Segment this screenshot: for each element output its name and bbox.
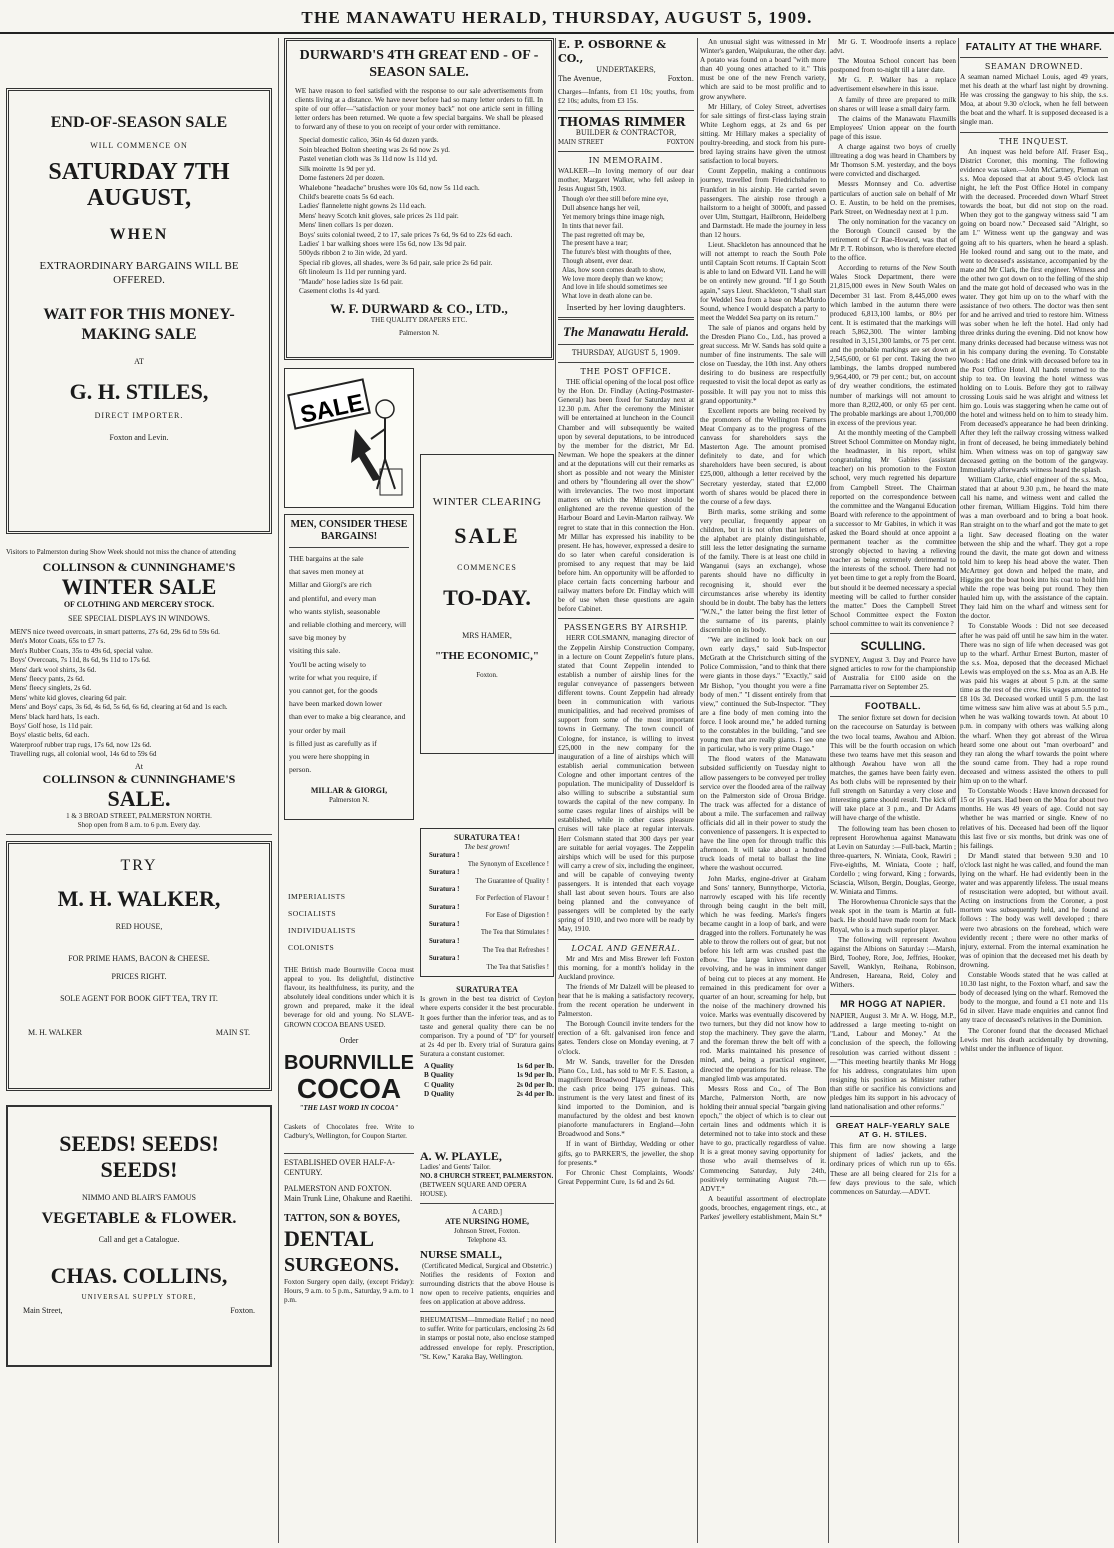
- article-paragraph: The only nomination for the vacancy on the Borough Council caused by the retirement of Cr Rae-Howard, was that of Mr P. T. Robinson, who is therefore elected to the office.: [830, 217, 956, 263]
- divider: [558, 344, 694, 345]
- verse-line: The future's blest with thoughts of thee,: [562, 249, 672, 257]
- durward-tag: THE QUALITY DRAPERS ETC.: [370, 316, 468, 325]
- article-paragraph: The Coroner found that the deceased Michael Lewis met his death accidentally by drowning, whilst under the influence of liquor.: [960, 1026, 1108, 1053]
- column-2: [284, 38, 554, 1543]
- quality-row: [420, 1090, 554, 1099]
- airship-body: [558, 634, 694, 934]
- bournville-order: Order: [339, 1035, 359, 1045]
- airship-title: PASSENGERS BY AIRSHIP.: [563, 623, 688, 633]
- walker-advert: [6, 841, 272, 1091]
- rheumatism-notice: RHEUMATISM—Immediate Relief ; no need to suffer. Write for particulars, enclosing 2s 6d in stamps or postal note, also enclose stamped addressed envelope for reply. Prescription, "St. Kew," Karaka Bay, Wellington.: [420, 1316, 554, 1361]
- quality-grade: D Quality: [424, 1090, 455, 1099]
- millar-line: you cannot get, for the goods: [289, 686, 378, 696]
- column-3: [558, 38, 694, 1543]
- divider: [830, 696, 956, 697]
- collinson-title: WINTER SALE: [61, 574, 217, 599]
- inquest-title: THE INQUEST.: [999, 136, 1069, 146]
- osborne-name: E. P. OSBORNE & CO.,: [558, 38, 667, 65]
- memoriam-title: IN MEMORAIM.: [588, 156, 664, 166]
- fatality-title: FATALITY AT THE WHARF.: [965, 42, 1103, 53]
- collins-nimmo: NIMMO AND BLAIR'S FAMOUS: [82, 1192, 196, 1202]
- stiles-importer: DIRECT IMPORTER.: [94, 411, 184, 420]
- verse-line: What love in death alone can be.: [562, 293, 653, 301]
- sculling-title: SCULLING.: [860, 639, 926, 653]
- stiles-name: G. H. STILES,: [69, 379, 209, 404]
- column-5-body: [830, 38, 956, 629]
- durward-item: Mens' linen collars 1s per dozen.: [299, 221, 394, 230]
- herald-date: THURSDAY, AUGUST 5, 1909.: [571, 349, 681, 358]
- article-paragraph: At the monthly meeting of the Campbell Street School Committee on Monday night, the headmaster, in his report, whilst congratulating Mr Gabites (assistant teacher) on his promotion to the Foxton school, very much regretted his departure from Campbell Street. The Chairman reported on the correspondence between the committee and the Wanganui Education Board with reference to the appointment of a successor to Mr Gabites, in which it was asked the Board should at once appoint a permanent teacher as the committee strongly objected to having a relieving teacher as being extremely detrimental to the interests of the school. There had not yet been time to get a reply from the Board, but should it be deemed necessary a special meeting will be called to further consider the matter." Does the Campbell Street School Committee expect the Foxton school committee to wait its convenience ?: [830, 428, 956, 628]
- dental-established: ESTABLISHED OVER HALF-A-CENTURY.: [284, 1157, 395, 1177]
- divider: [558, 939, 694, 940]
- article-paragraph: A family of three are prepared to milk on shares or will lease a small dairy farm.: [830, 95, 956, 113]
- local-general-body: [558, 955, 694, 1187]
- article-paragraph: Mr G. T. Woodroofe inserts a replace advt.: [830, 38, 956, 56]
- ism-item: COLONISTS: [288, 943, 335, 952]
- suratura-best: The best grown!: [464, 843, 510, 851]
- stiles-commence: WILL COMMENCE ON: [90, 141, 188, 150]
- article-paragraph: The friends of Mr Dalzell will be pleased to hear that he is making a satisfactory recovery, from the recent operation he underwent in Palmerston.: [558, 982, 694, 1019]
- post-office-body: [558, 378, 694, 614]
- durward-intro: WE have reason to feel satisfied with the response to our sale advertisements from clients living at a distance. We have never before had so many letter orders to fill. In spite of our offer—"satisfaction or your money back" not one article sent in filling letter orders has been returned. We quote a few special bargains. We shall be pleased to forward any of these to you on receipt of your order with remittance.: [295, 87, 543, 132]
- collinson-address: 1 & 3 BROAD STREET, PALMERSTON NORTH.: [66, 811, 212, 820]
- article-paragraph: The Horowhenua Chronicle says that the weak spot in the team is Martin at full-back. He should have made room for Mack Royal, who is a much superior player.: [830, 898, 956, 934]
- durward-item: 6ft linoleum 1s 11d per running yard.: [299, 268, 407, 277]
- millar-line: Millar and Giorgi's are rich: [289, 580, 372, 590]
- suratura-word: Suratura !: [429, 852, 460, 859]
- article-paragraph: Mr and Mrs and Miss Brewer left Foxton this morning, for a month's holiday in the Auckland province.: [558, 954, 694, 981]
- nursing-street: Johnson Street, Foxton.: [453, 1226, 521, 1235]
- millar-line: is filled just as carefully as if: [289, 738, 377, 748]
- suratura-word: Suratura !: [429, 869, 460, 877]
- collins-town: Foxton.: [230, 1305, 255, 1315]
- article-paragraph: THE official opening of the local post office by the Hon. Dr. Findlay (Acting-Postmaster-General) has been fixed for Saturday next at 12.30 p.m. After the ceremony the Minister will be entertained at luncheon in the Council Chamber and will subsequently be waited upon by several deputations, to be introduced by the member for the district, Mr Ed. Newman. We hope the speakers at the dinner and at the deputations will cut their remarks as short as possible and not weary the Minister and others by "floundering all over the show" with irrelevancies. The two most important matters on which the Minister should be enlightened are the revenue question of the Harbour Board and Levin-Marton railway. We regret to state that in this connection the Hon. Mr Millar has expressed his inability to be present. He has, however, expressed a desire to do so later when careful consideration is promised to any request that may be laid before him. An opportunity will be afforded to place certain facts concerning harbour and railway matters before Dr. Findlay which will be of use when these questions are again before Cabinet.: [558, 378, 694, 614]
- suratura-title: SURATURA TEA !: [454, 833, 520, 842]
- sale-poster-icon: [285, 369, 413, 507]
- post-office-title: THE POST OFFICE.: [580, 367, 672, 377]
- suratura-quality-list: [420, 1062, 554, 1100]
- millar-line: You'll be acting wisely to: [289, 659, 366, 669]
- suratura-claim: The Guarantee of Quality !: [475, 877, 549, 885]
- dental-hours: Foxton Surgery open daily, (except Friday): Hours, 9 a.m. to 5 p.m., Saturday, 9 a.m. to 1 p.m.: [284, 1277, 414, 1305]
- nursing-card: A CARD.]: [472, 1207, 502, 1216]
- article-paragraph: The sale of pianos and organs held by the Dresden Piano Co., Ltd., has proved a great success. Mr W. Sands has sold quite a number of fine instruments. The sale will close on Tuesday, the 10th inst. Any others desiring to do business are respectfully requested to visit the local depot as early as possible. It will pay you not to miss this grand opportunity.*: [700, 323, 826, 405]
- half-yearly-body: This firm are now showing a large shipment of ladies' jackets, and the ordinary prices of which run up to 65s. These are all being cleared for 21s for a few days previous to the sale, which commences on Saturday.—ADVT.: [830, 1142, 956, 1196]
- memoriam-verse: [558, 196, 694, 302]
- verse-line: Though o'er thee still before mine eye,: [562, 196, 669, 204]
- divider: [420, 1203, 554, 1204]
- suratura-word: Suratura !: [429, 955, 460, 963]
- collins-name: CHAS. COLLINS,: [50, 1262, 228, 1288]
- quality-price: 1s 9d per lb.: [516, 1071, 554, 1080]
- durward-location: Palmerston N.: [398, 329, 440, 338]
- suratura-claim: For Ease of Digestion !: [485, 912, 549, 920]
- column-rule: [278, 38, 279, 1543]
- divider: [830, 633, 956, 634]
- osborne-town: Foxton.: [667, 75, 694, 83]
- isms-list: [284, 888, 414, 956]
- article-paragraph: A charge against two boys of cruelly illtreating a dog was heard in Chambers by Mr Thomson S.M. yesterday, and the boys were convicted and discharged.: [830, 143, 956, 179]
- millar-line: and reliable clothing and mercery, will save big money by: [289, 620, 407, 643]
- ism-item: IMPERIALISTS: [288, 892, 346, 901]
- dental-surgeons: SURGEONS.: [284, 1253, 400, 1276]
- column-rule: [958, 38, 959, 1543]
- divider: [830, 1116, 956, 1117]
- verse-line: The present have a tear;: [562, 240, 628, 248]
- nurse-name: NURSE SMALL,: [420, 1248, 502, 1261]
- collinson-items: [6, 628, 272, 760]
- walker-name: M. H. WALKER,: [57, 885, 221, 911]
- collinson-name-2: COLLINSON & CUNNINGHAME'S: [42, 771, 236, 786]
- bournville-logo: BOURNVILLE: [284, 1051, 414, 1074]
- dental-line: Main Trunk Line, Ohakune and Raetihi.: [284, 1193, 413, 1203]
- divider: [960, 57, 1108, 58]
- durward-item: Dome fasteners 2d per dozen.: [299, 174, 385, 183]
- suratura-list: [425, 852, 549, 972]
- durward-item: Special rib gloves, all shades, were 3s 6d pair, sale price 2s 6d pair.: [299, 258, 493, 267]
- bournville-tagline: "THE LAST WORD IN COCOA": [299, 1103, 399, 1112]
- durward-item: Ladies' 1 bar walking shoes were 15s 6d, now 13s 9d pair.: [299, 239, 467, 248]
- millar-line: visiting this sale.: [289, 646, 341, 656]
- durward-item: Ladies' flannelette night gowns 2s 11d each.: [299, 202, 426, 211]
- bournville-cocoa: COCOA: [296, 1072, 402, 1104]
- divider: [558, 317, 694, 320]
- article-paragraph: Constable Woods stated that he was called at 10.30 last night, to the Foxton wharf, and saw the body of deceased lying on the wharf. Removed the body to the morgue, and found a £1 note and 11s 6d in silver. Have made enquiries and cannot find any trace of deceased's relatives in the Dominion.: [960, 971, 1108, 1025]
- suratura-advert: [420, 828, 554, 977]
- memoriam-body: WALKER—In loving memory of our dear mother, Margaret Walker, who fell asleep in Jesus August 5th, 1903.: [558, 167, 694, 194]
- divider: [284, 1153, 414, 1154]
- collinson-item: Boys' Overcoats, 7s 11d, 8s 6d, 9s 11d to 17s 6d.: [10, 656, 151, 665]
- hamer-sale: SALE: [454, 523, 520, 548]
- article-paragraph: To Constable Woods : Did not see deceased after he was paid off until he saw him in the water. There was no sign of life when deceased was got up to the wharf. Arthur Ernest Burton, master of the s.s. Moa, deposed that the deceased Michael Lewis was employed on the s.s. Moa as an A.B. He was paid his wages at about 5 p.m. at the same time as the rest of the crew. His wages amounted to £8 10s 3d. Deceased worked until 5 p.m. the last time witness saw him alive was at about 5.5 p.m., when he was walking towards town. At about 10 p.m. in company with others was walking along the wharf. When they got abreast of the Wirua heard some one about out "man overboard" and they ran along the wharf towards the point where the sound came from. They had a rope round deceased and witness assisted the others to pull him up on to the wharf.: [960, 622, 1108, 786]
- article-paragraph: The flood waters of the Manawatu subsided sufficiently on Tuesday night to allow passengers to be conveyed per trolley service over the flooded area of the railway on the Palmerston side of Oroua Bridge. The track was affected for a distance of about a mile. The surfacemen and railway officials did all in their power to study the convenience of passengers. It is expected to have the line open for through traffic this afternoon. It will take about a hundred truck loads of metal to ballast the line where the washout occurred.: [700, 755, 826, 873]
- collinson-item: Mens' dark wool shirts, 3s 6d.: [10, 665, 97, 674]
- article-paragraph: A beautiful assortment of electroplate goods, brooches, engagement rings, etc., at Parkes' jewellery establishment, Main St.*: [700, 1194, 826, 1221]
- durward-item: Soin bleached Bolton sheeting was 2s 6d now 2s yd.: [299, 145, 450, 154]
- column-4: [700, 38, 826, 1543]
- collins-catalogue: Call and get a Catalogue.: [98, 1234, 180, 1244]
- column-rule: [555, 38, 556, 1543]
- collinson-item: Mens' and Boys' caps, 3s 6d, 4s 6d, 5s 6d, 6s 6d, clearing at 6d and 1s each.: [10, 703, 228, 712]
- millar-line: have been marked down lower: [289, 699, 383, 709]
- article-paragraph: Dr Mandl stated that between 9.30 and 10 o'clock last night he was called, and found the man lying on the wharf. He had evidently been in the water and was apparently lifeless. The usual means of resuscitation were adopted, but without avail. Acting on instructions from the Coroner, a post mortem was subsequently held, and he found as follows : The body was well developed ; there were two abrasions on the forehead, which were evidently recent ; there were no other marks of injury, external. From the internal examination he was of opinion that the deceased met his death by drowning.: [960, 851, 1108, 969]
- article-paragraph: Birth marks, some striking and some very peculiar, frequently appear on children, but it is not often that letters of the alphabet are plainly distinguishable, still less the letter designating the surname of the family. There is at least one child in Wanganui (says an exchange), whose parents should have no difficulty in recognising it, should ever the circumstances arise whereby its identity should be in doubt. The baby has the letters "W.N.," the latter being the first letter of the surname of its parents, plainly discernible on its body.: [700, 507, 826, 634]
- walker-line-3: SOLE AGENT FOR BOOK GIFT TEA, TRY IT.: [60, 993, 218, 1003]
- sale-poster-text: SALE: [297, 389, 367, 429]
- collins-street: Main Street,: [23, 1305, 63, 1315]
- article-paragraph: Messrs Ross and Co., of The Bon Marche, Palmerston North, are now holding their annual special "bargain giving epoch," the object of which is to clear out certain lines and oddments which it is determined not to take into stock and these have to go, practically regardless of value. It is a great money saving opportunity for those who avail themselves of it. Commencing Saturday, July 24th, positively terminating August 7th.—ADVT.*: [700, 1084, 826, 1193]
- article-paragraph: An unusual sight was witnessed in Mr Winter's garden, Waipukurau, the other day. A potato was found on a board "with more than 40 young ones attached to it." This must be one of the new French variety, which are said to be most prolific and to grow anywhere.: [700, 38, 826, 101]
- article-paragraph: Excellent reports are being received by the promoters of the Wellington Farmers Meat Company as to the progress of the canvass for shareholders says the Masterton Age. The amount promised definitely to date, and for which shareholders have been secured, is about £25,000, although a letter received by the Secretary yesterday, stated that £2,000 worth of shares would be placed there in the course of a few days.: [700, 406, 826, 506]
- millar-advert: [284, 514, 414, 820]
- column-rule: [697, 38, 698, 1543]
- article-paragraph: HERR COLSMANN, managing director of the Zeppelin Airship Construction Company, in a lecture on Count Zeppelin's future plans, stated that Count Zeppelin intended to establish a number of airship lines for the regular conveyance of passengers between different towns. Count Zeppelin had already been in communication with various municipalities, and had received promises of support from some of the most important towns in Germany. The town council of Cologne, for instance, is willing to invest £25,000 in the new company for the inauguration of a line of airships which will establish aerial communication between Cologne and other important centres of the population. The municipality of Dusseldorf is also willing to subscribe a substantial sum towards the capital of the new company. In some cases regular lines of airships will be established, while in other cases pleasure cruises will take place at regular intervals. Herr Colsmann stated that 300 days per year are suitable for aerial voyages. The Zeppelin airships which will be used for this purpose will carry a crew of six, including the engineer, and will be capable of conveying twenty passengers. It is intended that each voyage shall last about seven hours. Tours are also being planned and the conveyance of passengers will be completed by the early spring of 1910, and two more will be ready by May, 1910.: [558, 634, 694, 934]
- verse-line: In tints that never fail.: [562, 222, 624, 230]
- bournville-intro: THE British made Bournville Cocoa must appeal to you. Its delightful, distinctive flavour, its healthfulness, its purity, and the absolutely ideal conditions under which it is grown and prepared, make it the ideal beverage for old and young. No SLAVE-GROWN COCOA BEANS USED.: [284, 966, 414, 1029]
- suratura-claim: The Tea that Satisfies !: [486, 963, 549, 971]
- article-paragraph: According to returns of the New South Wales Stock Department, there were 21,815,000 ewes in New South Wales on December 31 last. From 8,445,000 ewes which lambed in the autumn there were produced 6,813,100 lambs, or 80½ per cent. It is estimated that the markings will reach 5,862,300. The winter lambing resulted in 3,151,300 lambs, or 75 per cent. and the probable markings are set down at 2,545,600, or 61 per cent. Taking the two lambings, the lambs dropped numbered 9,964,400, or 79 per cent.; but, on account of dry weather conditions, the estimated number of markings will not amount to more than 8,202,400, or only 65 per cent. The probable markings are about 1,700,000 in excess of the previous year.: [830, 264, 956, 427]
- verse-line: We love more deeply than we know;: [562, 275, 663, 283]
- hamer-today: TO-DAY.: [443, 585, 531, 610]
- collinson-sale: SALE.: [107, 785, 171, 811]
- rimmer-street: MAIN STREET: [558, 139, 604, 147]
- stiles-date: SATURDAY 7TH AUGUST,: [48, 159, 230, 211]
- column-5: [830, 38, 956, 1543]
- millar-line: THE bargains at the sale: [289, 554, 364, 563]
- suratura-tea-title: SURATURA TEA: [456, 985, 518, 995]
- divider: [830, 994, 956, 995]
- millar-name: MILLAR & GIORGI,: [310, 786, 388, 796]
- collinson-hours: Shop open from 8 a.m. to 6 p.m. Every day.: [77, 820, 201, 829]
- durward-item: Whalebone "headache" brushes were 10s 6d, now 5s 11d each.: [299, 183, 480, 192]
- walker-try: TRY: [120, 856, 158, 874]
- divider: [558, 151, 694, 152]
- walker-street: MAIN ST.: [215, 1027, 250, 1037]
- quality-grade: B Quality: [424, 1071, 454, 1080]
- ism-item: INDIVIDUALISTS: [288, 926, 356, 935]
- suratura-word: Suratura !: [429, 903, 460, 911]
- stiles-headline: END-OF-SEASON SALE: [50, 114, 228, 131]
- collins-advert: [6, 1105, 272, 1367]
- rimmer-town: FOXTON: [666, 139, 694, 147]
- quality-row: [420, 1062, 554, 1071]
- collinson-item: Men's Rubber Coats, 35s to 49s 6d, special value.: [10, 646, 153, 655]
- memoriam-by: Inserted by her loving daughters.: [566, 304, 686, 313]
- collinson-see: SEE SPECIAL DISPLAYS IN WINDOWS.: [68, 614, 210, 623]
- collinson-item: Waterproof rubber trap rugs, 17s 6d, now 12s 6d.: [10, 740, 152, 749]
- suratura-word: Suratura !: [429, 937, 460, 945]
- quality-price: 1s 6d per lb.: [516, 1061, 554, 1070]
- durward-item: "Maude" hose ladies size 1s 6d pair.: [299, 277, 403, 286]
- dental-towns: PALMERSTON AND FOXTON.: [284, 1183, 392, 1193]
- article-paragraph: The following team has been chosen to represent Horowhenua against Manawatu at Levin on Saturday :—Full-back, Martin ; three-quarters, N. Winiata, Cook, Rawiri ; Five-eighths, M. Winiata, Coote ; half, Cordello ; wing forward, King ; forwards, Sciascia, Wilson, Bergin, Douglas, George, W. Winiata and Timms.: [830, 824, 956, 897]
- suratura-tea-advert: [420, 985, 554, 1099]
- verse-line: Dull absence hangs her veil,: [562, 205, 640, 213]
- rimmer-name: THOMAS RIMMER: [558, 115, 686, 130]
- verse-line: Alas, how soon comes death to show,: [562, 266, 666, 274]
- hamer-town: Foxton.: [476, 671, 498, 679]
- masthead: [0, 0, 1114, 34]
- hamer-name: MRS HAMER,: [462, 631, 512, 640]
- football-body: [830, 714, 956, 990]
- hamer-winter: WINTER CLEARING: [432, 496, 542, 508]
- article-paragraph: To Constable Woods : Have known deceased for 15 or 16 years. Had been on the Moa for about two months. He was 49 years of age. Could not say whether he was married or single. Knew of no relatives of his. Deceased had been off the liquor this last five or six months, but drink was one of his failings.: [960, 787, 1108, 850]
- article-paragraph: John Marks, engine-driver at Graham and Sons' tannery, Bunnythorpe, Victoria, narrowly escaped with his life recently through being caught in the belt mill, which he was feeding. Marks's fingers became caught in a loop of bark, and were dragged into the rollers. Fortunately he was able to throw the rollers out of gear, but not before his left arm was crushed past the elbow. The large knives were still revolving, and he was in imminent danger of being cut to pieces at any moment. He remained in this predicament for over a quarter of an hour, screaming for help, but the noise of the machinery drowned his voice. Marks was eventually discovered by two turners, but they did not know how to stop the machinery. They gave the alarm, and the foreman threw the belt off with a rod. Marks maintained his presence of mind, and, being a practical engineer, directed the operations for his release. The mangled limb was amputated.: [700, 874, 826, 1083]
- collinson-sub: OF CLOTHING AND MERCERY STOCK.: [63, 600, 215, 609]
- millar-line: and plentiful, and every man: [289, 593, 377, 603]
- column-6: [960, 38, 1108, 1543]
- dental-firm: TATTON, SON & BOYES,: [284, 1212, 400, 1224]
- quality-grade: C Quality: [424, 1080, 455, 1089]
- column-rule: [828, 38, 829, 1543]
- collinson-advert: [6, 548, 272, 830]
- quality-row: [420, 1071, 554, 1080]
- verse-line: And love in life should sometimes see: [562, 284, 668, 292]
- article-paragraph: "We are inclined to look back on our own early days," said Sub-Inspector McGrath at the Christchurch sitting of the Police Commission, "and to think that there were giants in those days." "Exactly," said Mr Bishop, "you thought you were a fine body of men." "I dissent entirely from that view," continued the Sub-Inspector. "They are a fine body of men coming into the force. I look around me," he added turning to the constables in the building, "and see young men that are really giants. I see one in particular, who is very prime Otago.": [700, 636, 826, 754]
- collins-seeds-2: SEEDS!: [100, 1156, 178, 1182]
- divider: [558, 110, 694, 111]
- local-general-title: LOCAL AND GENERAL.: [571, 943, 681, 953]
- durward-item: 500yds ribbon 2 to 3in wide, 2d yard.: [299, 249, 408, 258]
- stiles-when: WHEN: [109, 226, 169, 243]
- durward-item: Mens' heavy Scotch knit gloves, sale prices 2s 11d pair.: [299, 211, 459, 220]
- sale-illustration: [284, 368, 414, 508]
- nursing-home: ATE NURSING HOME,: [444, 1216, 530, 1226]
- article-paragraph: Mr G. P. Walker has a replace advertisement elsewhere in this issue.: [830, 76, 956, 94]
- verse-line: Though absent, ever dear.: [562, 258, 633, 266]
- column-1: [6, 38, 272, 1543]
- fatality-subtitle: SEAMAN DROWNED.: [984, 62, 1084, 71]
- suratura-claim: For Perfection of Flavour !: [475, 894, 549, 902]
- millar-line: that saves men money at: [289, 567, 364, 577]
- durward-item: Pastel venetian cloth was 3s 11d now 1s 11d yd.: [299, 155, 438, 164]
- collinson-at: At: [135, 761, 143, 771]
- osborne-trade: UNDERTAKERS,: [596, 66, 656, 74]
- stiles-location: Foxton and Levin.: [109, 433, 169, 442]
- article-paragraph: The claims of the Manawatu Flaxmills Employees' Union appear on the fourth page of this issue.: [830, 114, 956, 141]
- article-paragraph: The following will represent Awahou against the Albions on Saturday :—Marsh, Bird, Toohey, Rore, Joe, Jeffries, Hooker, Savell, Wanklyn, Reihana, Robinson, Andresen, Hareana, Reid, Coley and Withers.: [830, 935, 956, 990]
- collinson-item: Travelling rugs, all colonial wool, 14s 6d to 59s 6d: [10, 750, 157, 759]
- durward-title: DURWARD'S 4TH GREAT END - OF - SEASON SALE.: [299, 48, 539, 80]
- quality-price: 2s 0d per lb.: [516, 1080, 554, 1089]
- durward-item: Child's bearette coats 5s 6d each.: [299, 192, 395, 201]
- article-paragraph: Count Zeppelin, making a continuous journey, travelled from Friedrichshafen to Frankfort in his airship. He carried seven passengers. The airship rose through a hailstorm to a height of 3000ft, and passed over Ulm, Stuttgart, Hailbronn, Heidelberg and Darmstadt. He made the journey in less than 12 hours.: [700, 167, 826, 239]
- collinson-item: Mens' fleecy singlets, 2s 6d.: [10, 684, 92, 693]
- article-paragraph: Mr Hillary, of Coley Street, advertises for sale sittings of first-class laying strain White Leghorn eggs, at 2s and 6s per sitting. Mr Hillary makes a speciality of poultry-breeding, and stock from his pure-bred laying strains have given the utmost satisfaction to local buyers.: [700, 102, 826, 166]
- inquest-body: [960, 148, 1108, 1054]
- article-paragraph: Mr W. Sands, traveller for the Dresden Piano Co., Ltd., has sold to Mr F. S. Easton, a magnificent Broadwood Player in fumed oak, the cash price being 175 guineas. This instrument is the very latest and finest of its kind imported to the Dominion, and is manufactured by the oldest and best known pianoforte manufacturers in England—John Broadwood and Sons.*: [558, 1057, 694, 1139]
- herald-title: The Manawatu Herald.: [562, 324, 690, 340]
- millar-body: [289, 552, 409, 776]
- divider: [558, 618, 694, 619]
- durward-item: Casement cloths 1s 4d yard.: [299, 286, 380, 295]
- durward-items: [295, 136, 543, 296]
- collinson-item: Mens' white kid gloves, clearing 6d pair.: [10, 693, 127, 702]
- verse-line: Yet memory brings thine image nigh,: [562, 214, 665, 222]
- collinson-item: Mens' black hard hats, 1s each.: [10, 712, 100, 721]
- article-paragraph: For Chronic Chest Complaints, Woods' Great Peppermint Cure, 1s 6d and 2s 6d.: [558, 1168, 694, 1186]
- verse-line: The past regretted oft may be,: [562, 231, 645, 239]
- divider: [558, 362, 694, 363]
- nursing-body: Notifies the residents of Foxton and surrounding districts that the above House is now open to receive patients, enquiries and fees on application at above address.: [420, 1270, 554, 1307]
- playle-between: (BETWEEN SQUARE AND OPERA HOUSE).: [420, 1180, 527, 1198]
- divider: [960, 132, 1108, 133]
- divider: [6, 834, 272, 835]
- durward-item: Boys' suits colonial tweed, 2 to 17, sale prices 7s 6d, 9s 6d to 22s 6d each.: [299, 230, 513, 239]
- collinson-item: Boys' elastic belts, 6d each.: [10, 731, 90, 740]
- article-paragraph: Lieut. Shackleton has announced that he will not attempt to reach the South Pole until Captain Scott returns. If Captain Scott is able to land on Edward VII. Land he will be on entirely new ground. "If I go South again," says Lieut. Shackleton, "I shall start for Weddel Sea from a base on MacMurdo Sound, whence I would despatch a party to meet the Weddel Sea party on its return.": [700, 241, 826, 322]
- article-paragraph: The Borough Council invite tenders for the erection of a 6ft. galvanised iron fence and gates. Tenders close on Monday evening, at 7 o'clock.: [558, 1020, 694, 1056]
- masthead-title: THE MANAWATU HERALD, THURSDAY, AUGUST 5, 1909.: [301, 8, 813, 27]
- quality-price: 2s 4d per lb.: [516, 1090, 554, 1099]
- hogg-body: NAPIER, August 3. Mr A. W. Hogg, M.P., addressed a large meeting to-night on "Land, Labour and Money." At the conclusion of the speech, the following resolution was carried without dissent :—"This meeting heartily thanks Mr Hogg for his address, congratulates him upon resigning his position as Minister rather than stifle or sacrifice his convictions and pledges him its support in his advocacy of land nationalisation and other reforms.": [830, 1012, 956, 1112]
- stiles-bargains: EXTRAORDINARY BARGAINS WILL BE OFFERED.: [39, 260, 239, 286]
- millar-title: MEN, CONSIDER THESE BARGAINS!: [290, 519, 408, 542]
- walker-line-1: FOR PRIME HAMS, BACON & CHEESE.: [68, 953, 210, 963]
- suratura-claim: The Tea that Refreshes !: [482, 946, 549, 954]
- collinson-intro: Visitors to Palmerston during Show Week should not miss the chance of attending: [6, 548, 236, 556]
- collinson-item: Men's Motor Coats, 65s to £7 7s.: [10, 637, 106, 646]
- collins-seeds: SEEDS! SEEDS!: [59, 1130, 219, 1156]
- nursing-phone: Telephone 43.: [467, 1235, 507, 1244]
- walker-line-2: PRICES RIGHT.: [111, 971, 167, 981]
- stiles-advert: [6, 88, 272, 534]
- article-paragraph: The senior fixture set down for decision on the racecourse on Saturday is between the two local teams, Awahou and Albion. This will be the fourth occasion on which these two teams have met this season and although Awahou have won all the matches, the games have been fairly even. As both clubs will be represented by their full strength on Saturday a very close and interesting game should result. The kick off will take place at 3 p.m., and Dr Adams will have charge of the whistle.: [830, 714, 956, 823]
- article-paragraph: The Moutoa School concert has been postponed from to-night till a later date.: [830, 57, 956, 75]
- durward-item: Special domestic calico, 36in 4s 6d dozen yards.: [299, 136, 439, 145]
- millar-location: Palmerston N.: [328, 796, 370, 805]
- quality-row: [420, 1081, 554, 1090]
- divider: [289, 547, 409, 548]
- collins-store: UNIVERSAL SUPPLY STORE,: [81, 1292, 197, 1301]
- bournville-foot: Caskets of Chocolates free. Write to Cadbury's, Wellington, for Coupon Starter.: [284, 1122, 414, 1140]
- millar-line: person.: [289, 765, 312, 775]
- millar-line: write for what you require, if: [289, 672, 378, 682]
- millar-line: you were here shopping in: [289, 752, 370, 762]
- football-title: FOOTBALL.: [865, 701, 921, 712]
- collinson-item: Mens' fleecy pants, 2s 6d.: [10, 675, 85, 684]
- ism-item: SOCIALISTS: [288, 909, 337, 918]
- half-yearly-title: GREAT HALF-YEARLY SALE AT G. H. STILES.: [835, 1121, 951, 1140]
- durward-name: W. F. DURWARD & CO., LTD.,: [330, 301, 508, 317]
- article-paragraph: If in want of Birthday, Wedding or other gifts, go to PARKER'S, the jeweller, the shop for presents.*: [558, 1140, 694, 1167]
- playle-trade: Ladies' and Gents' Tailor.: [420, 1162, 491, 1171]
- article-paragraph: Messrs Monnsey and Co. advertise particulars of auction sale on behalf of Mr O. E. Austin, to be held on the premises, Park Street, on Wednesday next at 1 p.m.: [830, 180, 956, 216]
- stiles-at: AT: [134, 357, 144, 366]
- suratura-claim: The Synonym of Excellence !: [467, 860, 549, 868]
- sculling-body: SYDNEY, August 3. Day and Pearce have signed articles to row for the championship of Australia for £100 aside on the Parramatta river on September 25.: [830, 656, 956, 692]
- osborne-charges: Charges—Infants, from £1 10s; youths, from £2 10s; adults, from £3 15s.: [558, 88, 694, 106]
- collinson-item: MEN'S nice tweed overcoats, in smart patterns, 27s 6d, 29s 6d to 59s 6d.: [10, 628, 220, 636]
- durward-item: Silk moirette 1s 9d per yd.: [299, 164, 376, 173]
- playle-name: A. W. PLAYLE,: [420, 1148, 502, 1163]
- collinson-item: Boys' Golf hose, 1s 11d pair.: [10, 722, 93, 731]
- suratura-word: Suratura !: [429, 886, 460, 894]
- osborne-address: The Avenue,: [558, 75, 602, 83]
- hamer-shop: "THE ECONOMIC,": [435, 650, 539, 662]
- stiles-wait: WAIT FOR THIS MONEY-MAKING SALE: [43, 306, 235, 343]
- durward-advert: [284, 38, 554, 360]
- collinson-name: COLLINSON & CUNNINGHAME'S: [42, 560, 236, 574]
- suratura-word: Suratura !: [429, 920, 460, 928]
- quality-grade: A Quality: [424, 1061, 454, 1070]
- hamer-commences: COMMENCES: [457, 563, 517, 572]
- collins-vegetable: VEGETABLE & FLOWER.: [41, 1209, 237, 1227]
- rimmer-trade: BUILDER & CONTRACTOR,: [575, 129, 677, 138]
- suratura-tea-body: Is grown in the best tea district of Ceylon where experts consider it the best procurable. It goes further than the inferior teas, and as to taste and general quality there can be no comparison. Try a pound of "D" for yourself at 2s 4d per lb. Every trial of Suratura gains Suratura a constant customer.: [420, 995, 554, 1058]
- divider: [420, 1311, 554, 1312]
- dental-dental: DENTAL: [284, 1225, 375, 1251]
- millar-line: who wants stylish, seasonable: [289, 606, 381, 616]
- article-paragraph: An inquest was held before Alf. Fraser Esq., District Coroner, this morning. The following evidence was taken.—John McCartney, Pieman on s.s. Moa deposed that at about 9.45 o'clock last night, he left the Post Office Hotel in company with the deceased. Proceeded down Wharf Street towards the boat, but did not stop on the road. When they got to the gangway witness said "I am going on board now." Deceased said "Alright, so am I." Witness went up the gangway and was going aft to his quarters, when he heard a splash. He looked round and sang out to the mate, and went to deceased's assistance, accompanied by the mate and Mr Clark, the first engineer. Witness and the other two got down on to the felling of the ship and the mate got hold of deceased who was in the water. They got him up on to the wharf with the assistance of two others. The doctor was then sent for and he arrived and tried to restore him. Witness was sober when he left the hotel. Had only had three drinks during the evening. Did not know how many drinks deceased had because witness was not in his company during the evening. To Constable Woods : Had one drink with deceased before tea in the Post Office Hotel. All hands returned to the ship to tea. On leaving the hotel witness was holding on to Louis. Before they got to railway crossing Louis said he was alright and witness let him go. Louis was staggering when he came out of the hotel and witness held on to him to steady him. From deceased's appearance he had been drinking. After they left the railway crossing witness walked in front of deceased, he being immediately behind him. When witness was on top of gangway saw deceased getting on the bottom of the gangway. Immediately afterwards witness heard the splash.: [960, 147, 1108, 474]
- nurse-cert: (Certificated Medical, Surgical and Obstetric.): [421, 1261, 553, 1270]
- walker-signature: M. H. WALKER: [28, 1027, 83, 1037]
- suratura-claim: The Tea that Stimulates !: [480, 929, 549, 937]
- fatality-intro: A seaman named Michael Louis, aged 49 years, met his death at the wharf last night by drowning. He was crossing the gangway to his ship, the s.s. Moa, at about 9.30 o'clock, when he fell between the boat and the wharf. It is supposed deceased is a single man.: [960, 73, 1108, 127]
- walker-house: RED HOUSE,: [115, 921, 163, 931]
- millar-line: than ever to make a big clearance, and your order by mail: [289, 712, 406, 735]
- column-4-body: [700, 38, 826, 1222]
- hamer-advert: [420, 454, 554, 754]
- playle-address: NO. 8 CHURCH STREET, PALMERSTON.: [420, 1171, 554, 1180]
- article-paragraph: William Clarke, chief engineer of the s.s. Moa, stated that at about 9.30 p.m., he heard the mate call his name, and witness went and called the other fireman, William Higgins. Told him there was a man overboard and to bring a boat hook. Ran straight on to the wharf and got the mate to get a light. Saw deceased floating on the water between the ship and the wharf. They got a rope round the davit, the mate got down and witness told him to keep his head above the water. Then McArtney got down and helped the mate, and Higgins got the boat hook into his coat to hold him while the rope was being put round. They then hauled him up, with the assistance of the captain. They laid him on the wharf and witness sent for the doctor.: [960, 475, 1108, 621]
- hogg-title: MR HOGG AT NAPIER.: [840, 999, 946, 1010]
